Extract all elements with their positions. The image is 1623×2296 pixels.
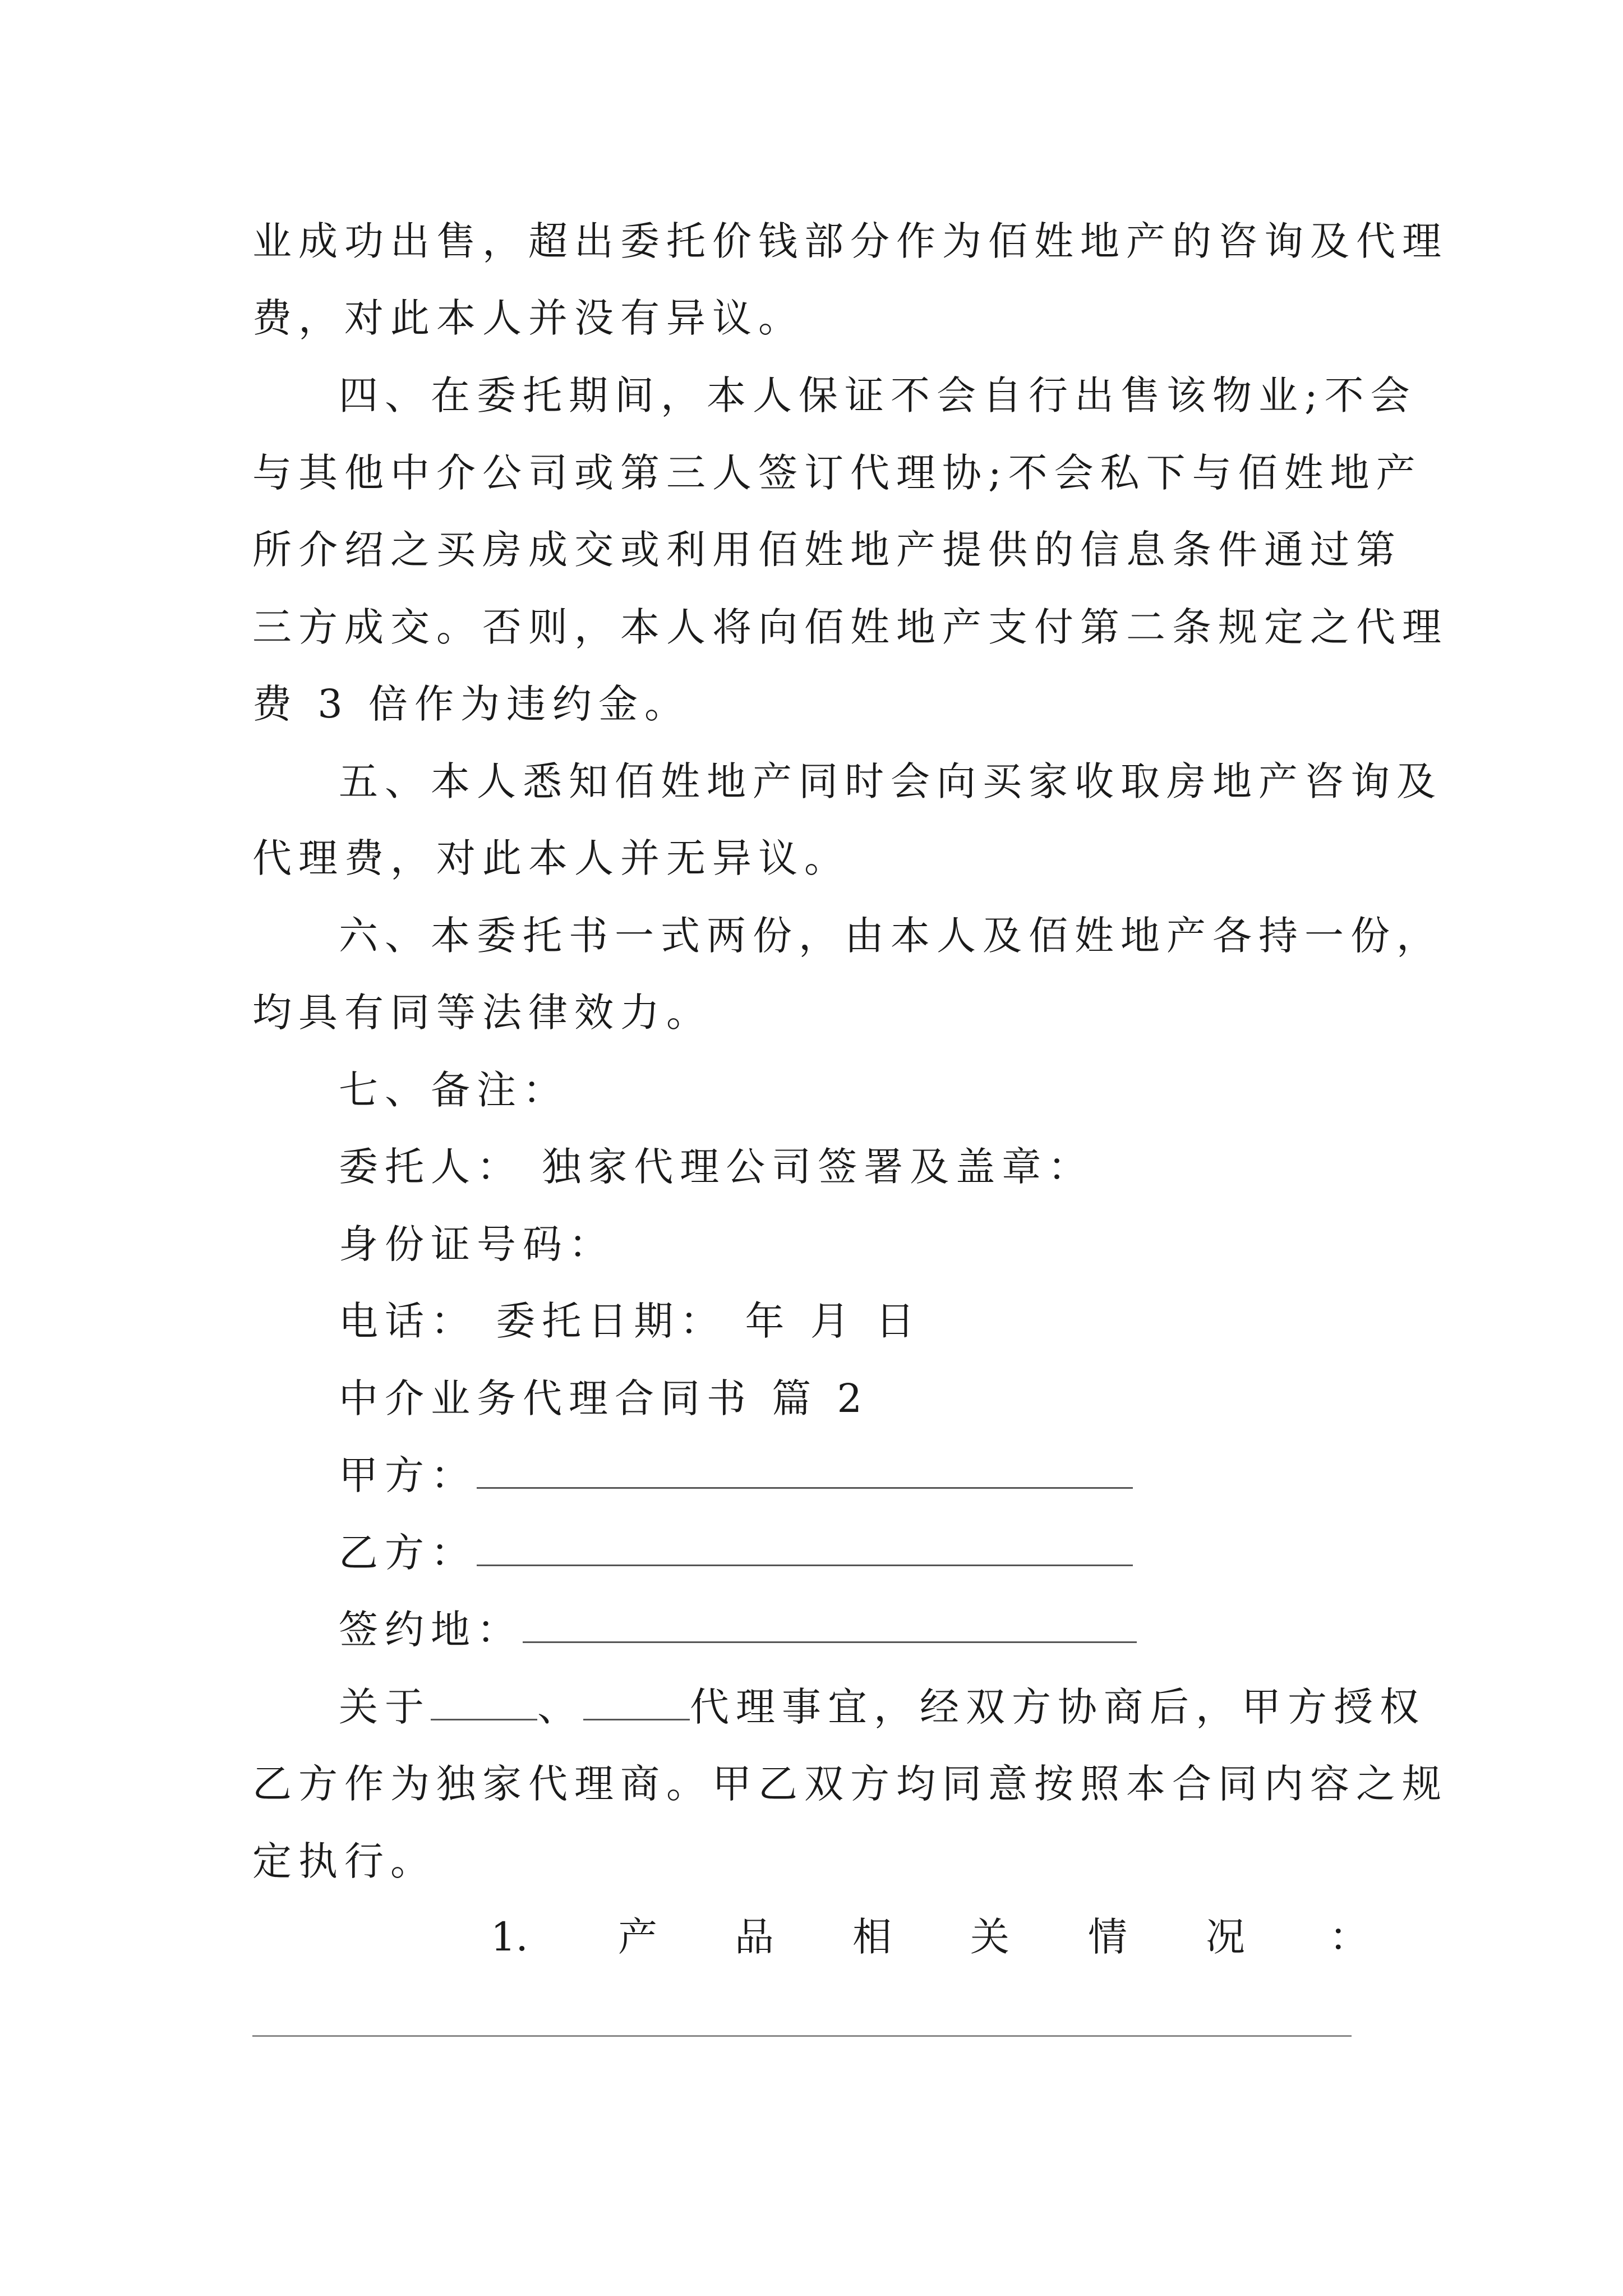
paragraph-line: 乙方作为独家代理商。甲乙双方均同意按照本合同内容之规 <box>252 1761 1448 1807</box>
paragraph-line: 定执行。 <box>252 1838 436 1884</box>
party-a-row <box>339 1452 1133 1498</box>
party-b-row <box>339 1530 1133 1576</box>
about-prefix: 关于 <box>339 1684 431 1730</box>
section-one-colon: ： <box>1329 1914 1368 1960</box>
agency-clause-line <box>339 1684 1426 1730</box>
paragraph-line: 费 3 倍作为违约金。 <box>252 681 691 727</box>
sign-place-label: 签约地： <box>339 1607 523 1653</box>
fill-in-underline <box>252 2035 1352 2037</box>
section-one-char: 况 <box>1206 1914 1245 1960</box>
paragraph-line: 费，对此本人并没有异议。 <box>252 295 804 341</box>
paragraph-line: 均具有同等法律效力。 <box>252 990 712 1036</box>
clause-five-line: 五、本人悉知佰姓地产同时会向买家收取房地产咨询及 <box>339 758 1442 804</box>
blank-field-1 <box>431 1718 537 1720</box>
section-one-char: 品 <box>735 1914 774 1960</box>
paragraph-line: 所介绍之买房成交或利用佰姓地产提供的信息条件通过第 <box>252 527 1402 573</box>
paragraph-line: 三方成交。否则，本人将向佰姓地产支付第二条规定之代理 <box>252 604 1448 650</box>
sign-place-blank <box>523 1641 1137 1643</box>
about-separator: 、 <box>537 1684 583 1730</box>
paragraph-line: 业成功出售，超出委托价钱部分作为佰姓地产的咨询及代理 <box>252 218 1448 264</box>
party-a-blank <box>477 1487 1133 1489</box>
blank-field-2 <box>583 1718 690 1720</box>
clause-six-line: 六、本委托书一式两份，由本人及佰姓地产各持一份， <box>339 913 1442 959</box>
section-one-char: 相 <box>852 1914 892 1960</box>
clause-four-line: 四、在委托期间，本人保证不会自行出售该物业;不会 <box>339 372 1417 418</box>
sign-place-row <box>339 1607 1137 1653</box>
clause-seven-line: 七、备注： <box>339 1067 569 1113</box>
section-one-char: 产 <box>618 1914 657 1960</box>
id-number-line: 身份证号码： <box>339 1221 615 1267</box>
party-a-label: 甲方： <box>339 1452 477 1498</box>
party-b-blank <box>477 1564 1133 1566</box>
section-one-number: 1. <box>491 1914 528 1960</box>
paragraph-line: 与其他中介公司或第三人签订代理协;不会私下与佰姓地产 <box>252 450 1422 496</box>
section-heading: 中介业务代理合同书 篇 2 <box>339 1375 869 1421</box>
phone-date-line: 电话： 委托日期： 年 月 日 <box>339 1298 922 1344</box>
party-b-label: 乙方： <box>339 1530 477 1576</box>
paragraph-line: 代理费，对此本人并无异议。 <box>252 835 850 881</box>
section-one-char: 关 <box>970 1914 1009 1960</box>
section-one-char: 情 <box>1088 1914 1127 1960</box>
about-suffix: 代理事宜，经双方协商后，甲方授权 <box>690 1684 1426 1730</box>
signature-line: 委托人： 独家代理公司签署及盖章： <box>339 1144 1094 1190</box>
